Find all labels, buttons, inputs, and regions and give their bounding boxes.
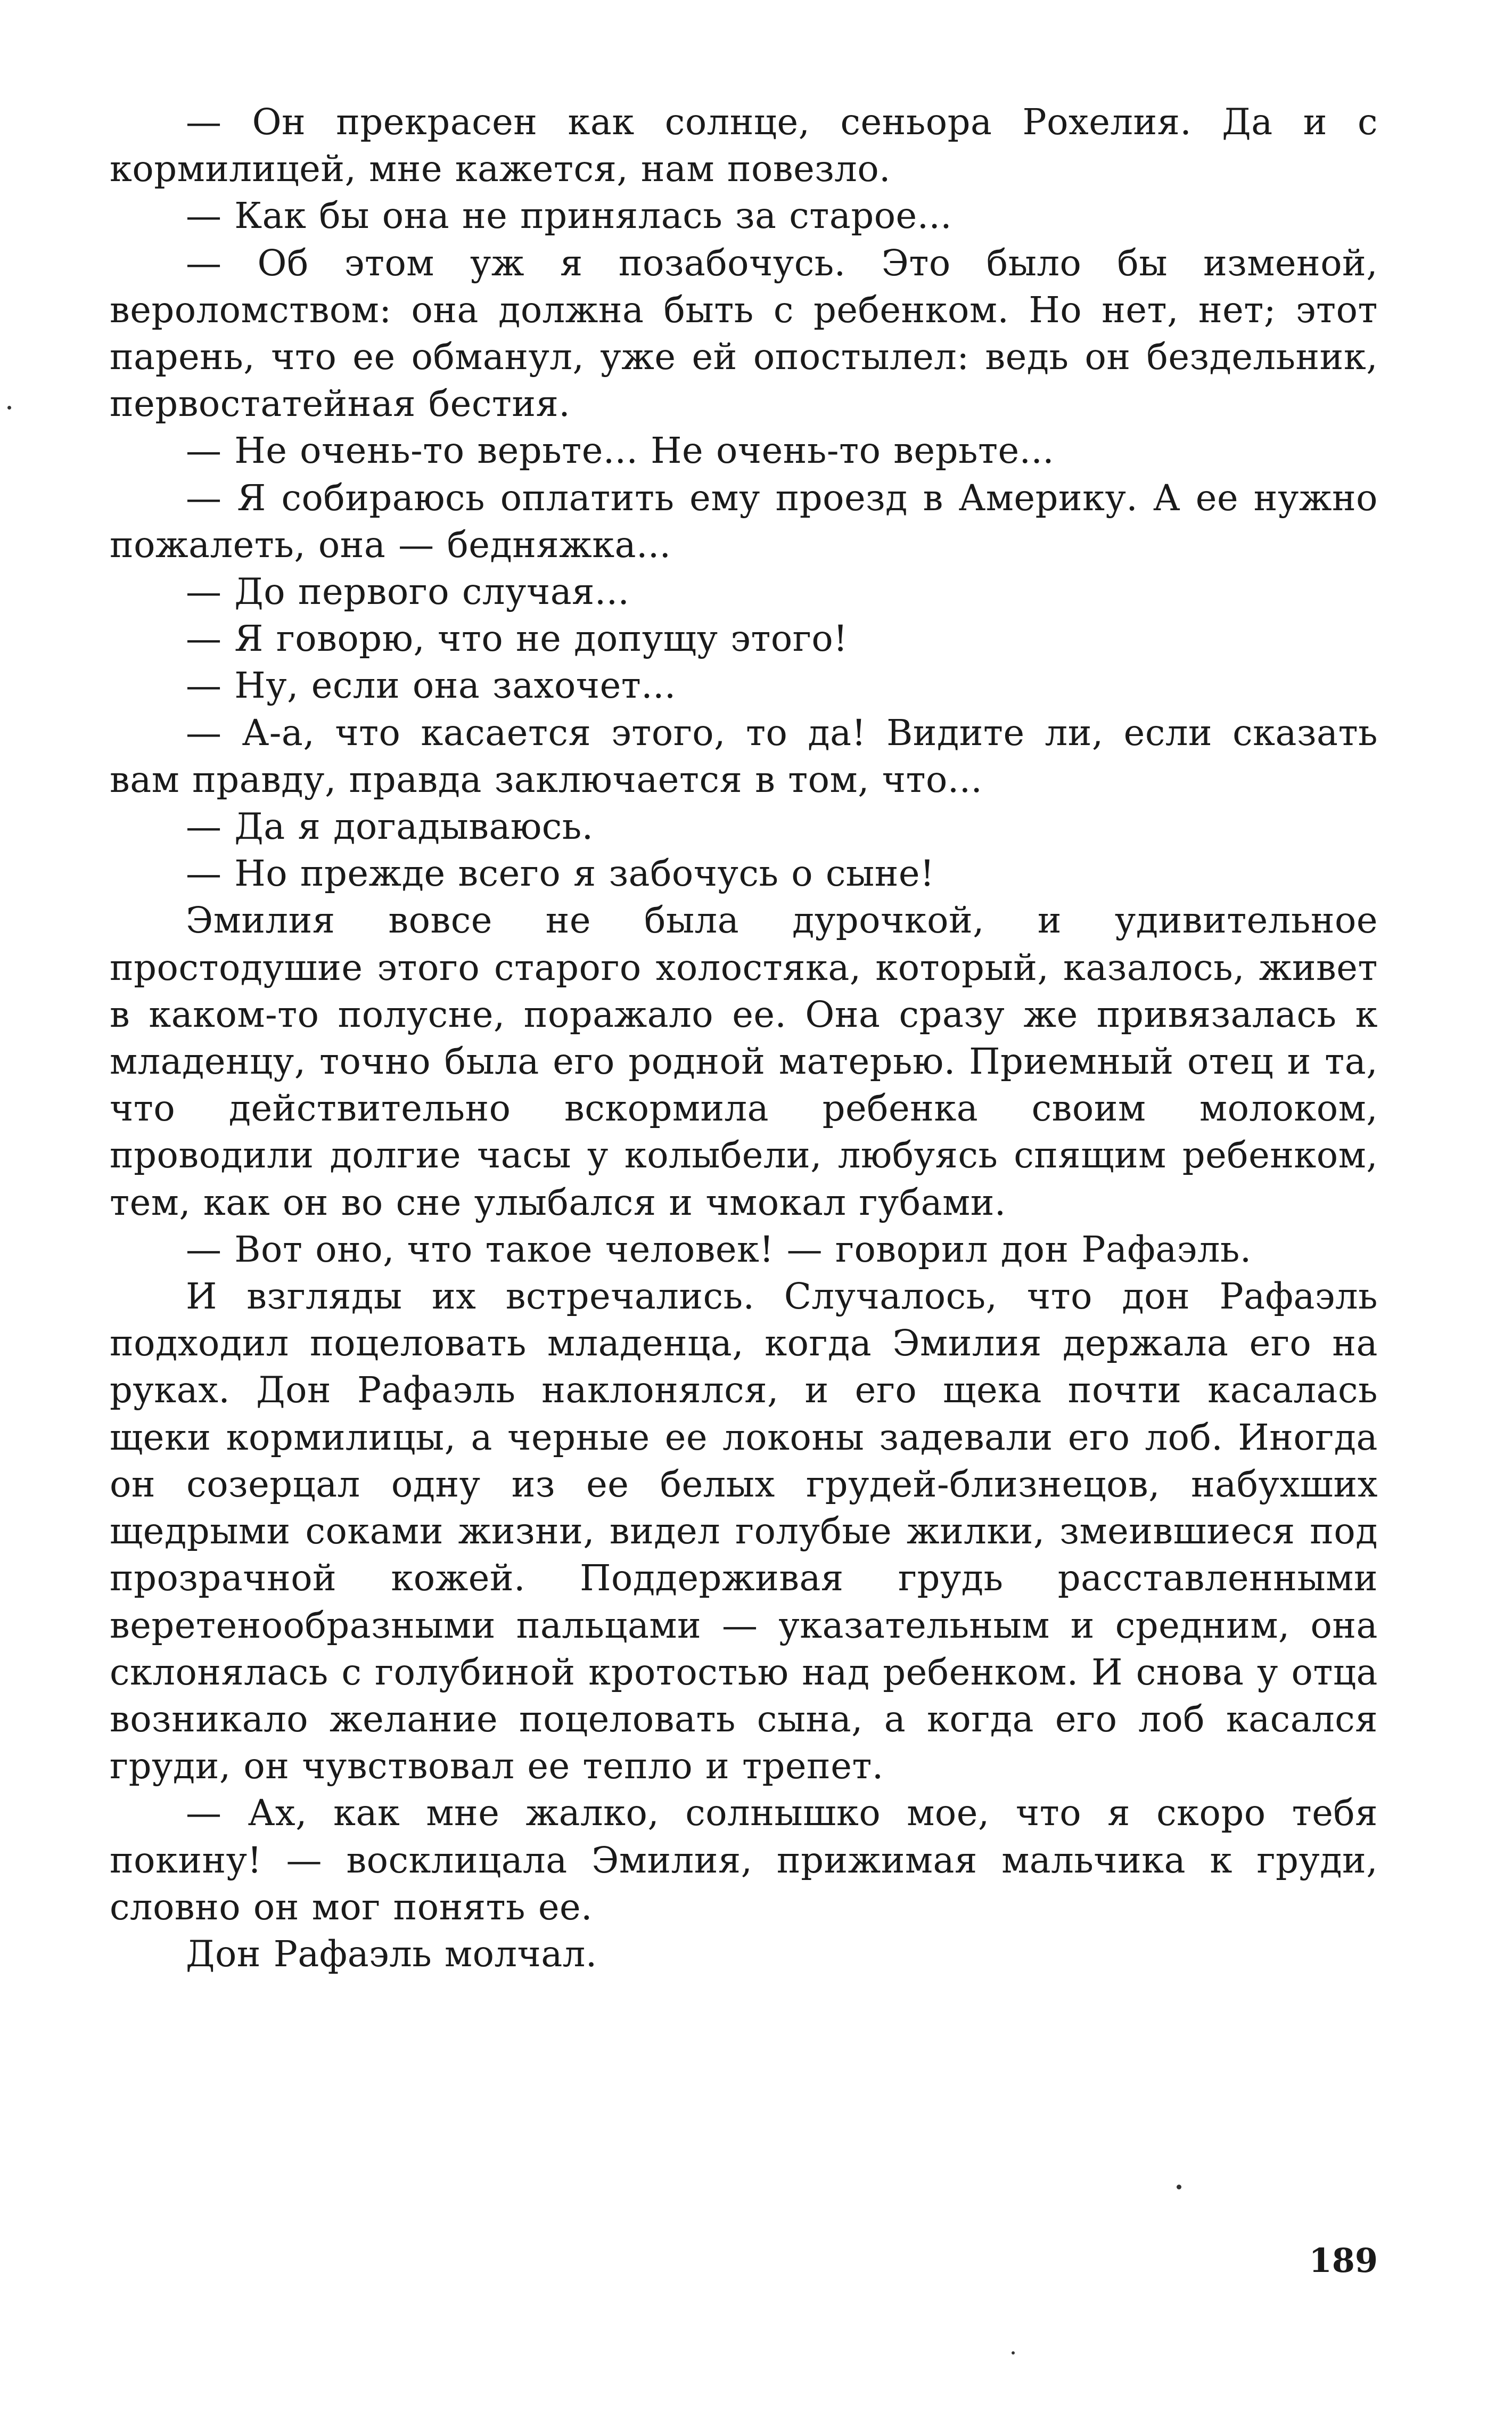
dialogue-line: — Он прекрасен как солнце, сеньора Рохелия. Да и с кормилицей, мне кажется, нам повезло. — [110, 101, 1378, 190]
narrative-paragraph: И взгляды их встречались. Случалось, что дон Рафаэль подходил поцеловать младенца, когда Эмилия держала его на руках. Дон Рафаэль наклонялся, и его щека почти касалась щеки кормилицы, а черные ее локоны задевали его лоб. Иногда он созерцал одну из ее белых грудей-близнецов, набухших щедрыми соками жизни, видел голубые жилки, змеившиеся под прозрачной кожей. Поддерживая грудь расставленными веретенообразными пальцами — указательным и средним, она склонялась с голубиной кротостью над ребенком. И снова у отца возникало желание поцеловать сына, а когда его лоб касался груди, он чувствовал ее тепло и трепет. — [110, 1276, 1378, 1787]
dialogue-line: — Я собираюсь оплатить ему проезд в Америку. А ее нужно пожалеть, она — бедняжка... — [110, 477, 1378, 566]
dialogue-line: — Ах, как мне жалко, солнышко мое, что я скоро тебя покину! — восклицала Эмилия, прижимая мальчика к груди, словно он мог понять ее. — [110, 1792, 1378, 1928]
dialogue-line: — Я говорю, что не допущу этого! — [186, 618, 848, 660]
narrative-paragraph: Дон Рафаэль молчал. — [186, 1933, 597, 1975]
page-number: 189 — [1309, 2241, 1378, 2280]
narrative-paragraph: Эмилия вовсе не была дурочкой, и удивительное простодушие этого старого холостяка, который, казалось, живет в каком-то полусне, поражало ее. Она сразу же привязалась к младенцу, точно была его родной матерью. Приемный отец и та, что действительно вскормила ребенка своим молоком, проводили долгие часы у колыбели, любуясь спящим ребенком, тем, как он во сне улыбался и чмокал губами. — [110, 900, 1378, 1223]
print-speck — [1177, 2185, 1181, 2189]
page-body-text — [110, 99, 1378, 1977]
dialogue-line: — Но прежде всего я забочусь о сыне! — [186, 853, 935, 895]
dialogue-line: — Вот оно, что такое человек! — говорил дон Рафаэль. — [186, 1228, 1252, 1270]
dialogue-line: — Об этом уж я позабочусь. Это было бы изменой, вероломством: она должна быть с ребенком. Но нет, нет; этот парень, что ее обманул, уже ей опостылел: ведь он бездельник, первостатейная бестия. — [110, 242, 1378, 425]
dialogue-line: — Как бы она не принялась за старое... — [186, 195, 952, 237]
dialogue-line: — А-а, что касается этого, то да! Видите ли, если сказать вам правду, правда заключается в том, что... — [110, 712, 1378, 800]
dialogue-line: — До первого случая... — [186, 571, 630, 613]
print-speck — [1012, 2351, 1015, 2354]
dialogue-line: — Ну, если она захочет... — [186, 665, 676, 707]
print-speck — [7, 406, 11, 410]
dialogue-line: — Да я догадываюсь. — [186, 806, 594, 848]
dialogue-line: — Не очень-то верьте... Не очень-то верьте... — [186, 430, 1055, 472]
